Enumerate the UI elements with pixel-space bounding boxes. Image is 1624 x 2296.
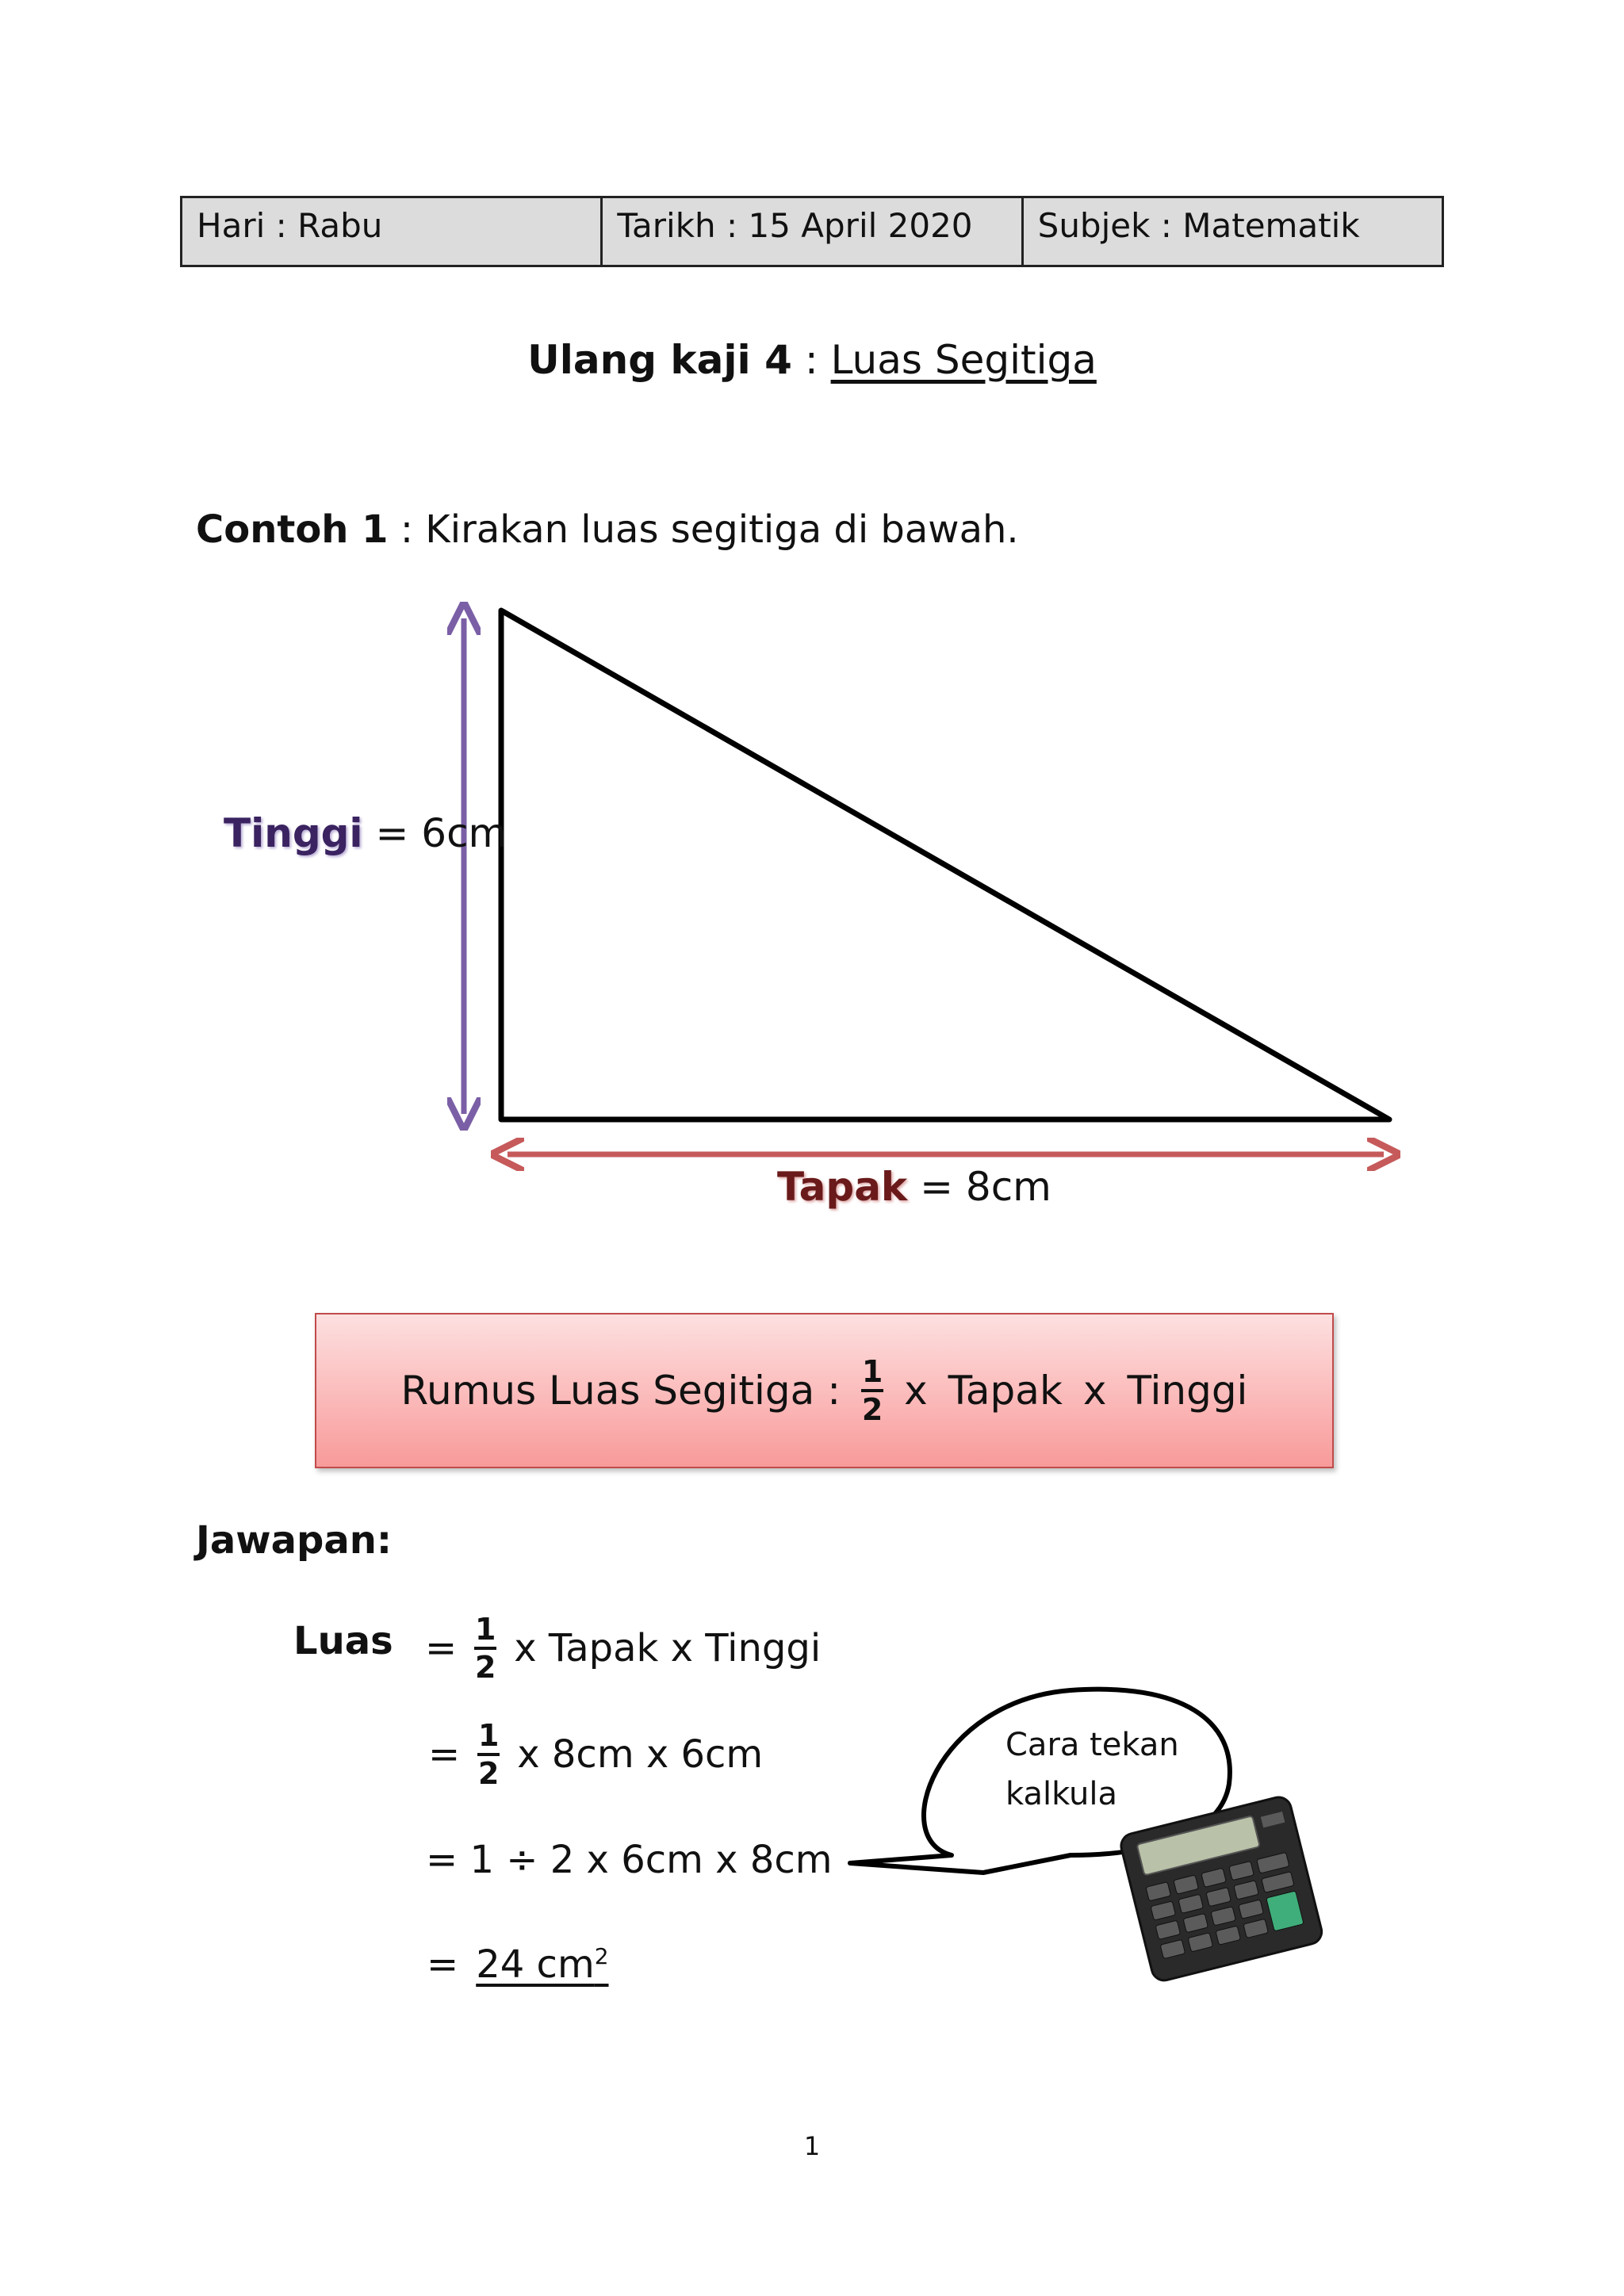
final-answer [427,1942,609,1987]
step-fraction [477,1720,500,1789]
triangle-shape [501,610,1389,1119]
formula-times: x [904,1368,928,1414]
formula-box [315,1313,1334,1468]
page-number: 1 [803,2131,821,2161]
height-value: = 6cm [375,810,508,856]
step-fraction [474,1612,496,1685]
header-day: Hari : Rabu [182,198,603,265]
fraction-numerator: 1 [477,1718,500,1753]
fraction-numerator: 1 [861,1354,883,1389]
formula-term-height: Tinggi [1127,1368,1248,1414]
answer-heading: Jawapan: [196,1518,393,1563]
formula-term-base: Tapak [948,1368,1063,1414]
equals-sign: = [427,1942,459,1987]
equals-sign: = [428,1732,461,1777]
step-expression: x 8cm x 6cm [517,1732,764,1777]
header-subject: Subjek : Matematik [1037,206,1360,245]
area-label: Luas [293,1619,393,1663]
equals-sign: = [425,1626,458,1670]
title-prefix: Ulang kaji 4 [527,337,792,383]
fraction-numerator: 1 [474,1612,496,1647]
working-step-2 [428,1720,763,1789]
base-word: Tapak [777,1164,908,1210]
working-step-1 [425,1612,822,1685]
formula-label: Rumus Luas Segitiga : [400,1368,841,1414]
formula-fraction [861,1354,883,1427]
answer-number: 24 cm [476,1942,595,1987]
step-expression: x Tapak x Tinggi [514,1626,822,1670]
fraction-denominator: 2 [861,1392,883,1427]
title-separator: : [804,337,818,383]
bubble-line-1: Cara tekan [1005,1727,1179,1763]
base-value: = 8cm [920,1164,1051,1210]
bubble-line-2: kalkula [1005,1776,1117,1812]
height-label [224,810,507,856]
question-text: : Kirakan luas segitiga di bawah. [400,507,1019,552]
fraction-denominator: 2 [477,1756,500,1791]
base-label [777,1164,1051,1210]
fraction-denominator: 2 [474,1650,496,1685]
header-date: Tarikh : 15 April 2020 [603,198,1023,265]
answer-value [476,1942,608,1987]
calculator-icon [1118,1792,1340,1982]
question-label: Contoh 1 [196,507,389,552]
title-topic: Luas Segitiga [830,337,1097,383]
step-expression: = 1 ÷ 2 x 6cm x 8cm [426,1838,833,1882]
answer-unit-exponent: 2 [594,1943,609,1969]
formula-times: x [1082,1368,1107,1414]
height-word: Tinggi [224,810,363,856]
working-step-3 [426,1838,833,1882]
